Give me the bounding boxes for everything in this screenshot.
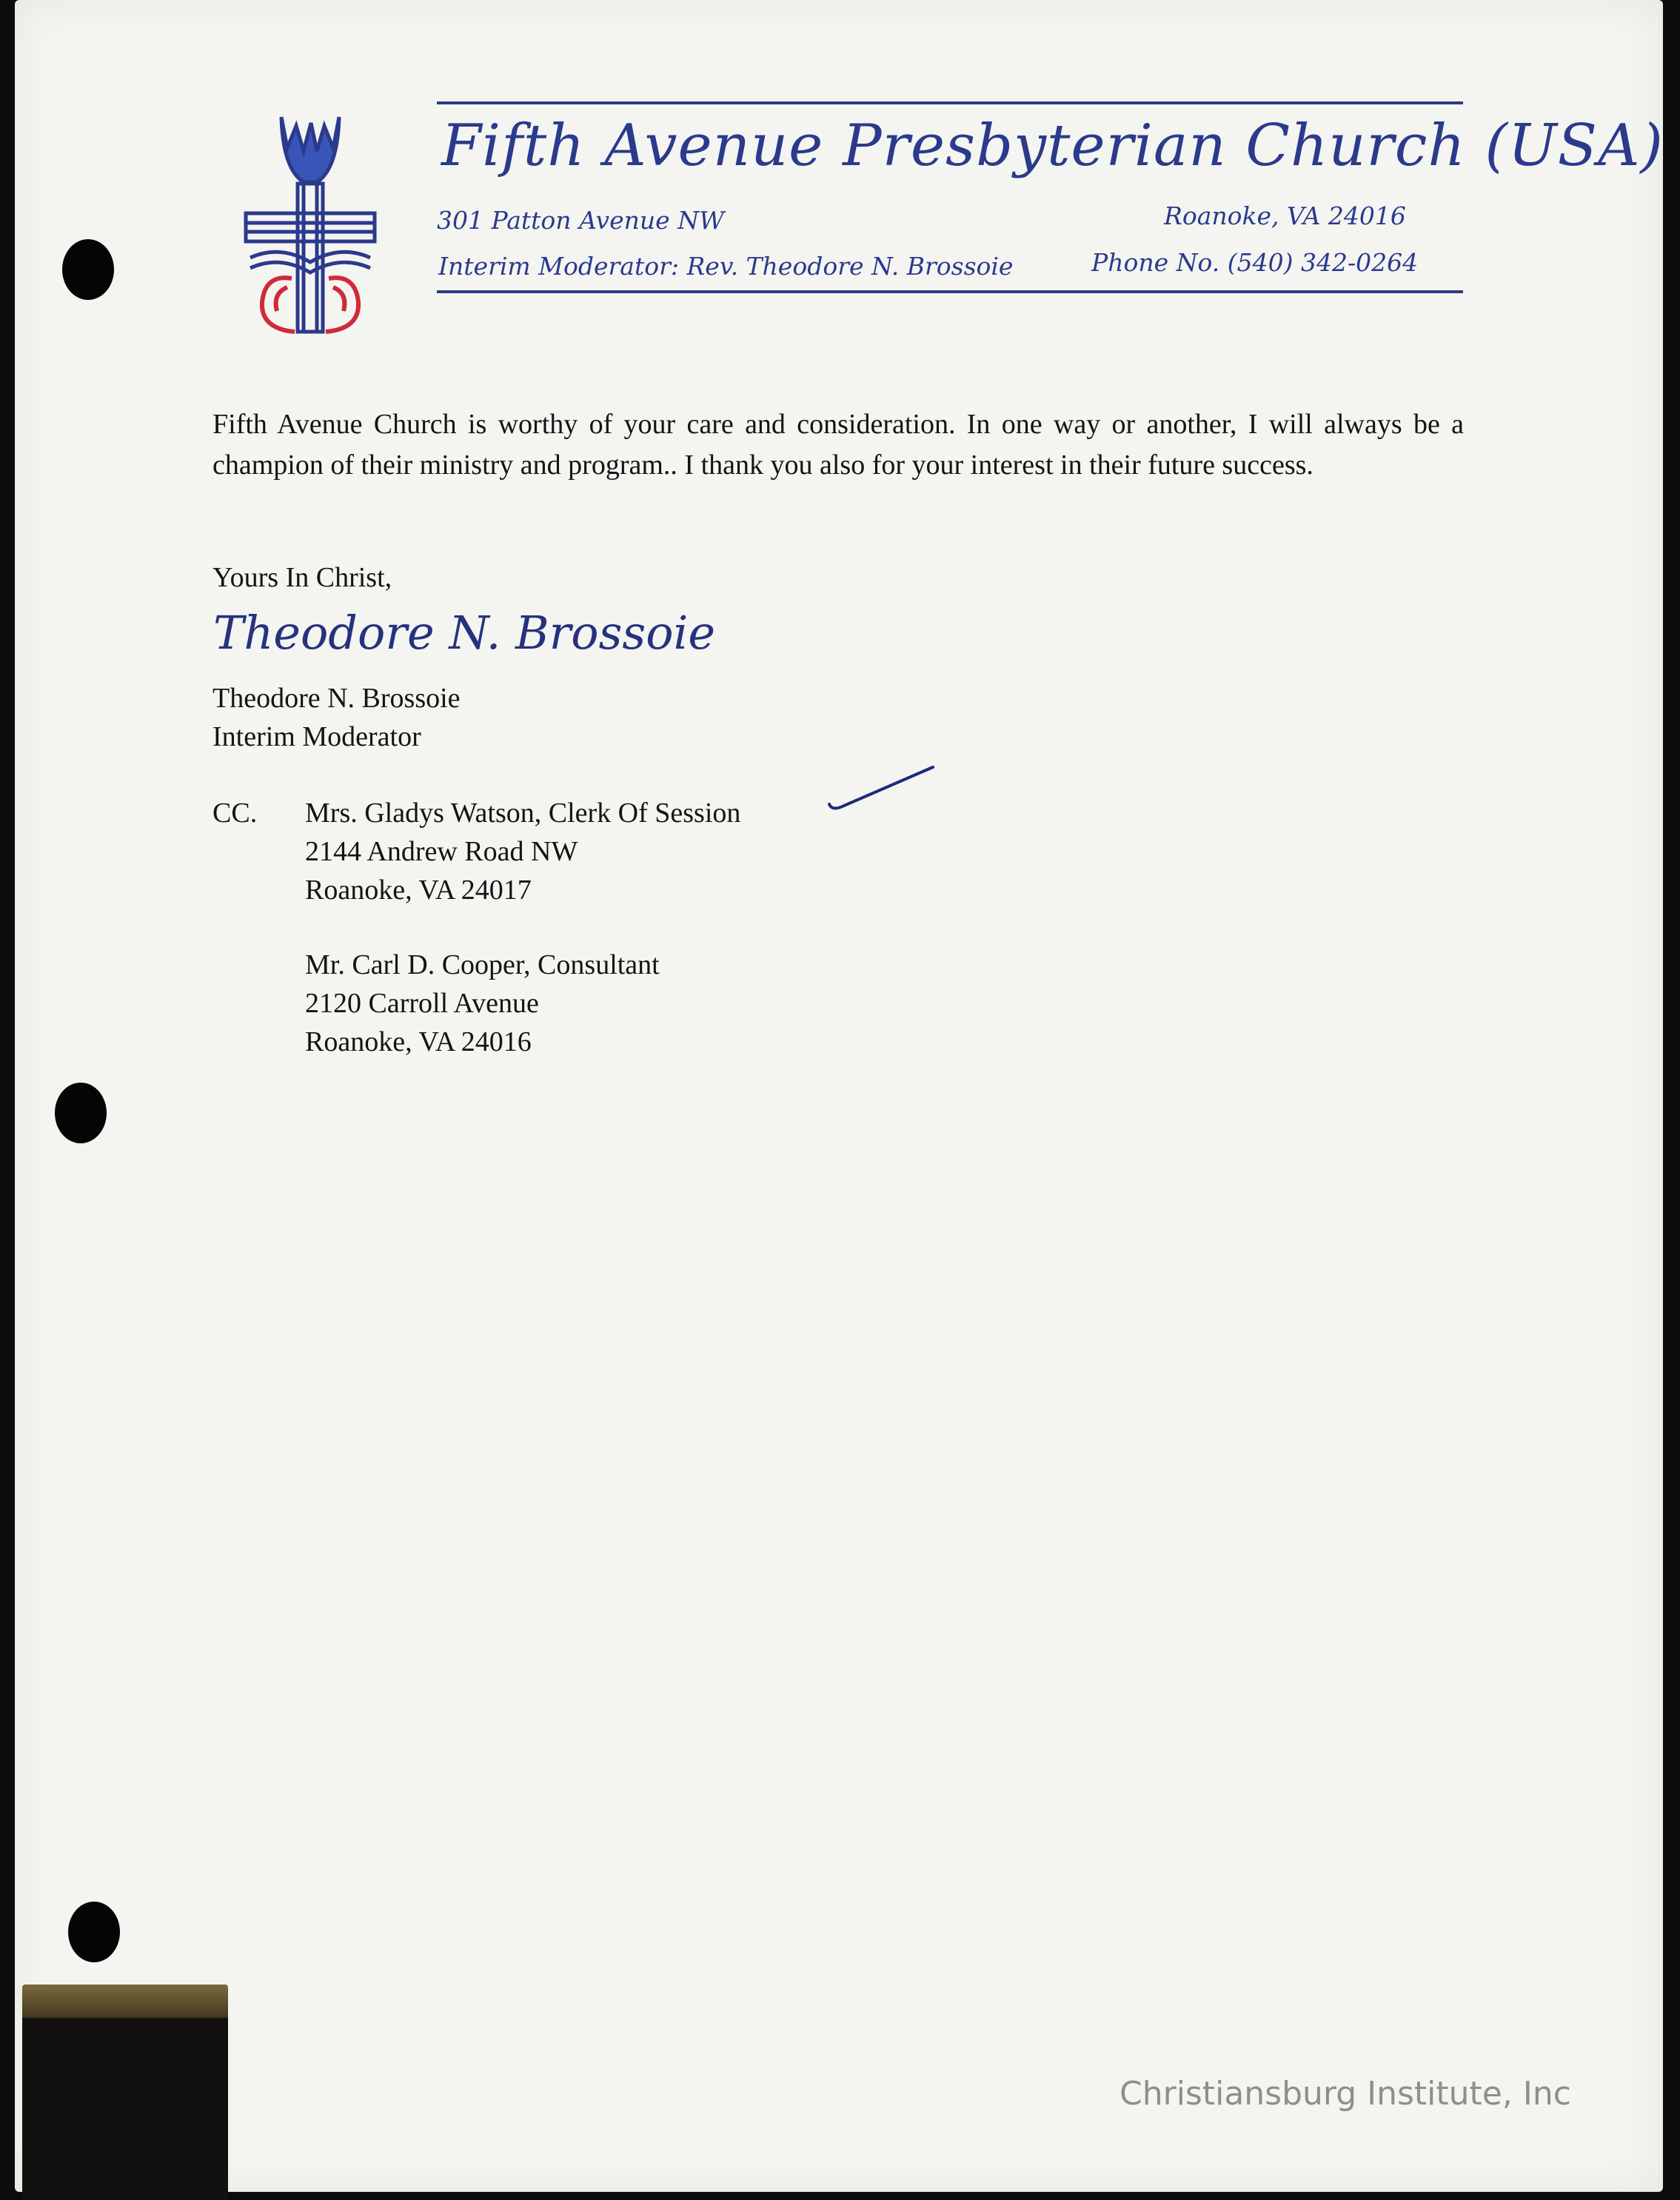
church-phone: Phone No. (540) 342-0264 (1091, 248, 1419, 277)
presbyterian-seal-icon (243, 110, 378, 341)
signer-name: Theodore N. Brossoie (212, 683, 461, 714)
cc-recipient-street: 2144 Andrew Road NW (305, 836, 578, 867)
signature: Theodore N. Brossoie (213, 606, 716, 660)
checkmark-icon (826, 763, 937, 815)
signer-title: Interim Moderator (212, 721, 421, 752)
cc-recipient-city: Roanoke, VA 24017 (305, 875, 532, 906)
letter-body: Fifth Avenue Church is worthy of your care and consideration. In one way or another, I will always be a champion of their ministry and program.. I thank you also for your interest in their future success. (212, 409, 1464, 481)
binder-hole-top (62, 239, 114, 300)
letterhead-rule-bottom (437, 290, 1463, 293)
cc-recipient-name: Mrs. Gladys Watson, Clerk Of Session (305, 798, 741, 829)
binder-hole-middle (55, 1083, 107, 1143)
cc-label: CC. (212, 798, 258, 829)
cc-recipient-street: 2120 Carroll Avenue (305, 988, 539, 1019)
cc-recipient-name: Mr. Carl D. Cooper, Consultant (305, 949, 660, 980)
letterhead-rule-top (437, 101, 1463, 104)
binder-hole-bottom (68, 1902, 120, 1962)
cc-recipient-city: Roanoke, VA 24016 (305, 1026, 532, 1057)
moderator-line: Interim Moderator: Rev. Theodore N. Brossoie (438, 252, 1014, 281)
salutation: Yours In Christ, (212, 562, 392, 593)
church-name: Fifth Avenue Presbyterian Church (USA) (441, 113, 1664, 179)
church-city: Roanoke, VA 24016 (1164, 201, 1406, 230)
archive-watermark: Christiansburg Institute, Inc (1120, 2075, 1571, 2113)
binder-clip-front (22, 2018, 228, 2200)
church-address: 301 Patton Avenue NW (437, 206, 724, 235)
